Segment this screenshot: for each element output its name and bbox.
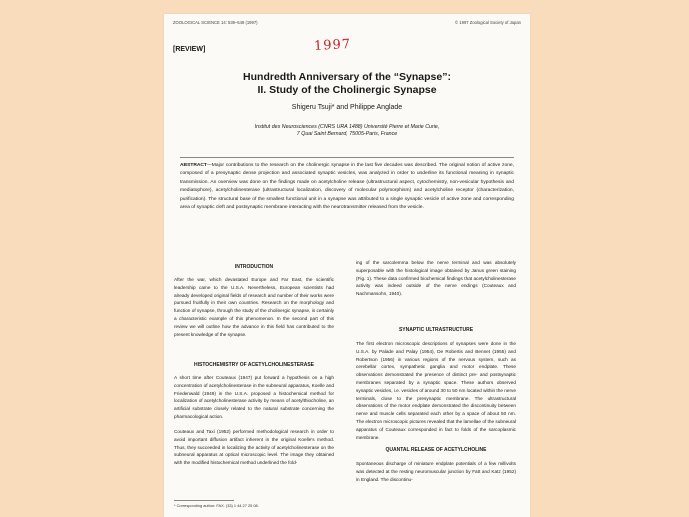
synaptic-ultrastructure-paragraph: The first electron microscopic descriptions of synapses were done in the U.S.A. by Palade and Palay (1954), De Robertis and Bennet (1955) and Robertson (1956) in various regions of the nervous system, such as cerebellar cortex, sympathetic ganglia and motor endplate. These observations demonstrated the presence of distinct pre- and postsynaptic membranes separated by a synaptic space. These authors observed synaptic vesicles, i.e. vesicles of around 30 to 50 nm located within the nerve terminals, close to the presynaptic membrane. The ultrastructural observations of the motor endplate demonstrated the discontinuity between nerve and muscle cells separated each other by a space of about 50 nm. The electron microscopic pictures revealed that the lamellae of the subneural apparatus of Couteaux corresponded in fact to folds of the sarcoplasmic membrane.	[356, 341, 516, 440]
histochemistry-paragraph-1: A short time after Couteaux (1947) put forward a hypothesis on a high concentration of acetylcholinesterase in the subneural apparatus, Koelle and Friedenwald (1949) in the U.S.A. proposed a histochemical method for localization of acetylcholinesterase activity by means of acetylthiocholine, an artificial substrate closely related to the natural substrate concerning the pharmacological action.	[174, 375, 334, 419]
abstract-divider	[180, 157, 514, 158]
footnote-divider	[174, 500, 234, 501]
authors: Shigeru Tsuji* and Philippe Anglade	[291, 104, 403, 111]
quantal-release-paragraph: Spontaneous discharge of miniature endplate potentials of a few millivolts was detected at the resting neuromuscular junction by Fatt and Katz (1952) in England. The discontinu-	[356, 461, 516, 482]
affiliation-line-1: Institut des Neurosciences (CNRS URA 1488) Université Pierre et Marie Curie,	[254, 124, 440, 130]
section-label: [REVIEW]	[173, 46, 206, 53]
copyright-header: © 1997 Zoological Society of Japan	[455, 20, 521, 25]
paper-page	[164, 14, 530, 517]
introduction-paragraph: After the war, which devastated Europe and Far East, the scientific leadership came to the U.S.A. Nevertheless, European scientists had already developed original fields of research and number of their works were pursued fruitfully in their own countries. Research on the morphology and function of synapse, through the study of the cholinergic synapse, is certainly a characteristic example of this phenomenon. In the second part of this review we will outline how the advance in this field has contributed to the present knowledge of the synapse.	[174, 277, 334, 337]
histochemistry-heading: HISTOCHEMISTRY OF ACETYLCHOLINESTERASE	[193, 362, 314, 368]
abstract-text: —Major contributions to the research on the cholinergic synapse in the last five decades was described. The original notion of active zone, composed of a presynaptic dense projection and associated synaptic vesicles, was analyzed in order to underline its functional meaning in synaptic transmission. An overview was done on the findings made on acetylcholine release (ultrastructural aspect, cytochemistry, non-vesicular hypothesis and mediatophore), acetylcholinesterase (ultrastructural localization, discovery of molecular polymorphism) and acetylcholine receptor (characterization, purification). The structural base of the smallest functional unit in a synapse was attributed to a single synaptic vesicle of active zone and corresponding area of synaptic cleft and postsynaptic membrane interacting with the neurotransmitter released from the vesicle.	[180, 163, 514, 211]
introduction-heading: INTRODUCTION	[234, 264, 274, 270]
abstract	[180, 162, 514, 212]
continued-paragraph: ing of the sarcolemma below the nerve terminal and was absolutely superposable with the histological image obtained by Janus green staining (Fig. 1). These data confirmed biochemical findings that acetylcholinesterase activity was indeed outside of the nerve endings (Couteaux and Nachmansohn, 1940).	[356, 260, 516, 297]
histochemistry-paragraph-2: Couteaux and Taxi (1952) performed methodological research in order to avoid important diffusion artifact inherent in the original Koelle's method. Thus, they succeeded in localizing the activity of acetylcholinesterase on the subneural apparatus at optical microscopic level. The image they obtained with the modified histochemical method underlined the fold-	[174, 429, 334, 466]
journal-header: ZOOLOGICAL SCIENCE 14: 539–548 (1997)	[173, 20, 258, 25]
quantal-release-heading: QUANTAL RELEASE OF ACETYLCHOLINE	[385, 447, 487, 453]
affiliation-line-2: 7 Quai Saint Bernard, 75005-Paris, France	[296, 131, 398, 137]
paper-title-line-1: Hundredth Anniversary of the “Synapse”:	[243, 71, 451, 83]
handwritten-year-note: 1997	[313, 37, 352, 54]
abstract-label: ABSTRACT	[180, 163, 207, 168]
synaptic-ultrastructure-heading: SYNAPTIC ULTRASTRUCTURE	[398, 327, 474, 333]
paper-title-line-2: II. Study of the Cholinergic Synapse	[257, 83, 437, 96]
corresponding-author-footnote: * Corresponding author: FAX. (33) 1 44 27 25 08.	[174, 503, 259, 508]
